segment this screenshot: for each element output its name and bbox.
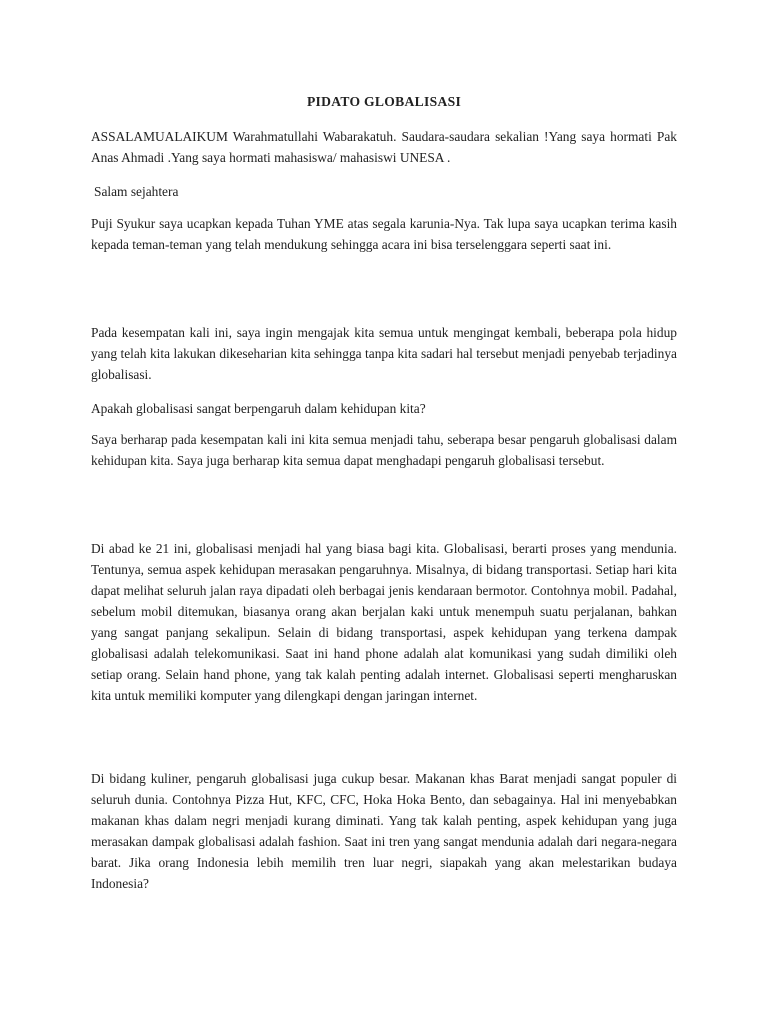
paragraph-salutation: ASSALAMUALAIKUM Warahmatullahi Wabarakatuh. Saudara-saudara sekalian !Yang saya hormati Pak Anas Ahmadi .Yang saya hormati mahasiswa/ mahasiswi UNESA . (91, 129, 677, 165)
paragraph-abad-21: Di abad ke 21 ini, globalisasi menjadi hal yang biasa bagi kita. Globalisasi, berarti proses yang mendunia. Tentunya, semua aspek kehidupan merasakan pengaruhnya. Misalnya, di bidang transportasi. Setiap hari kita dapat melihat seluruh jalan raya dipadati oleh berbagai jenis kendaraan bermotor. Contohnya mobil. Padahal, sebelum mobil ditemukan, biasanya orang akan berjalan kaki untuk menempuh suatu perjalanan, bahkan yang sangat panjang sekalipun. Selain di bidang transportasi, aspek kehidupan yang terkena dampak globalisasi adalah telekomunikasi. Saat ini hand phone adalah alat komunikasi yang sudah dimiliki oleh setiap orang. Selain hand phone, yang tak kalah penting adalah internet. Globalisasi seperti mengharuskan kita untuk memiliki komputer yang dilengkapi dengan jaringan internet. (91, 541, 677, 703)
paragraph-question: Apakah globalisasi sangat berpengaruh dalam kehidupan kita? (91, 401, 426, 416)
paragraph-kuliner: Di bidang kuliner, pengaruh globalisasi juga cukup besar. Makanan khas Barat menjadi sangat populer di seluruh dunia. Contohnya Pizza Hut, KFC, CFC, Hoka Hoka Bento, dan sebagainya. Hal ini menyebabkan makanan khas dalam negri menjadi kurang diminati. Yang tak kalah penting, aspek kehidupan yang juga merasakan dampak globalisasi adalah fashion. Saat ini tren yang sangat mendunia adalah dari negara-negara barat. Jika orang Indonesia lebih memilih tren luar negri, siapakah yang akan melestarikan budaya Indonesia? (91, 771, 677, 891)
document-title: PIDATO GLOBALISASI (306, 94, 462, 109)
paragraph-puji-syukur: Puji Syukur saya ucapkan kepada Tuhan YME atas segala karunia-Nya. Tak lupa saya ucapkan terima kasih kepada teman-teman yang telah mendukung sehingga acara ini bisa terselenggara seperti saat ini. (91, 216, 677, 252)
paragraph-salam-sejahtera: Salam sejahtera (94, 184, 179, 199)
paragraph-kesempatan: Pada kesempatan kali ini, saya ingin mengajak kita semua untuk mengingat kembali, beberapa pola hidup yang telah kita lakukan dikeseharian kita sehingga tanpa kita sadari hal tersebut menjadi penyebab terjadinya globalisasi. (91, 325, 677, 382)
paragraph-harapan: Saya berharap pada kesempatan kali ini kita semua menjadi tahu, seberapa besar pengaruh globalisasi dalam kehidupan kita. Saya juga berharap kita semua dapat menghadapi pengaruh globalisasi tersebut. (91, 432, 677, 468)
